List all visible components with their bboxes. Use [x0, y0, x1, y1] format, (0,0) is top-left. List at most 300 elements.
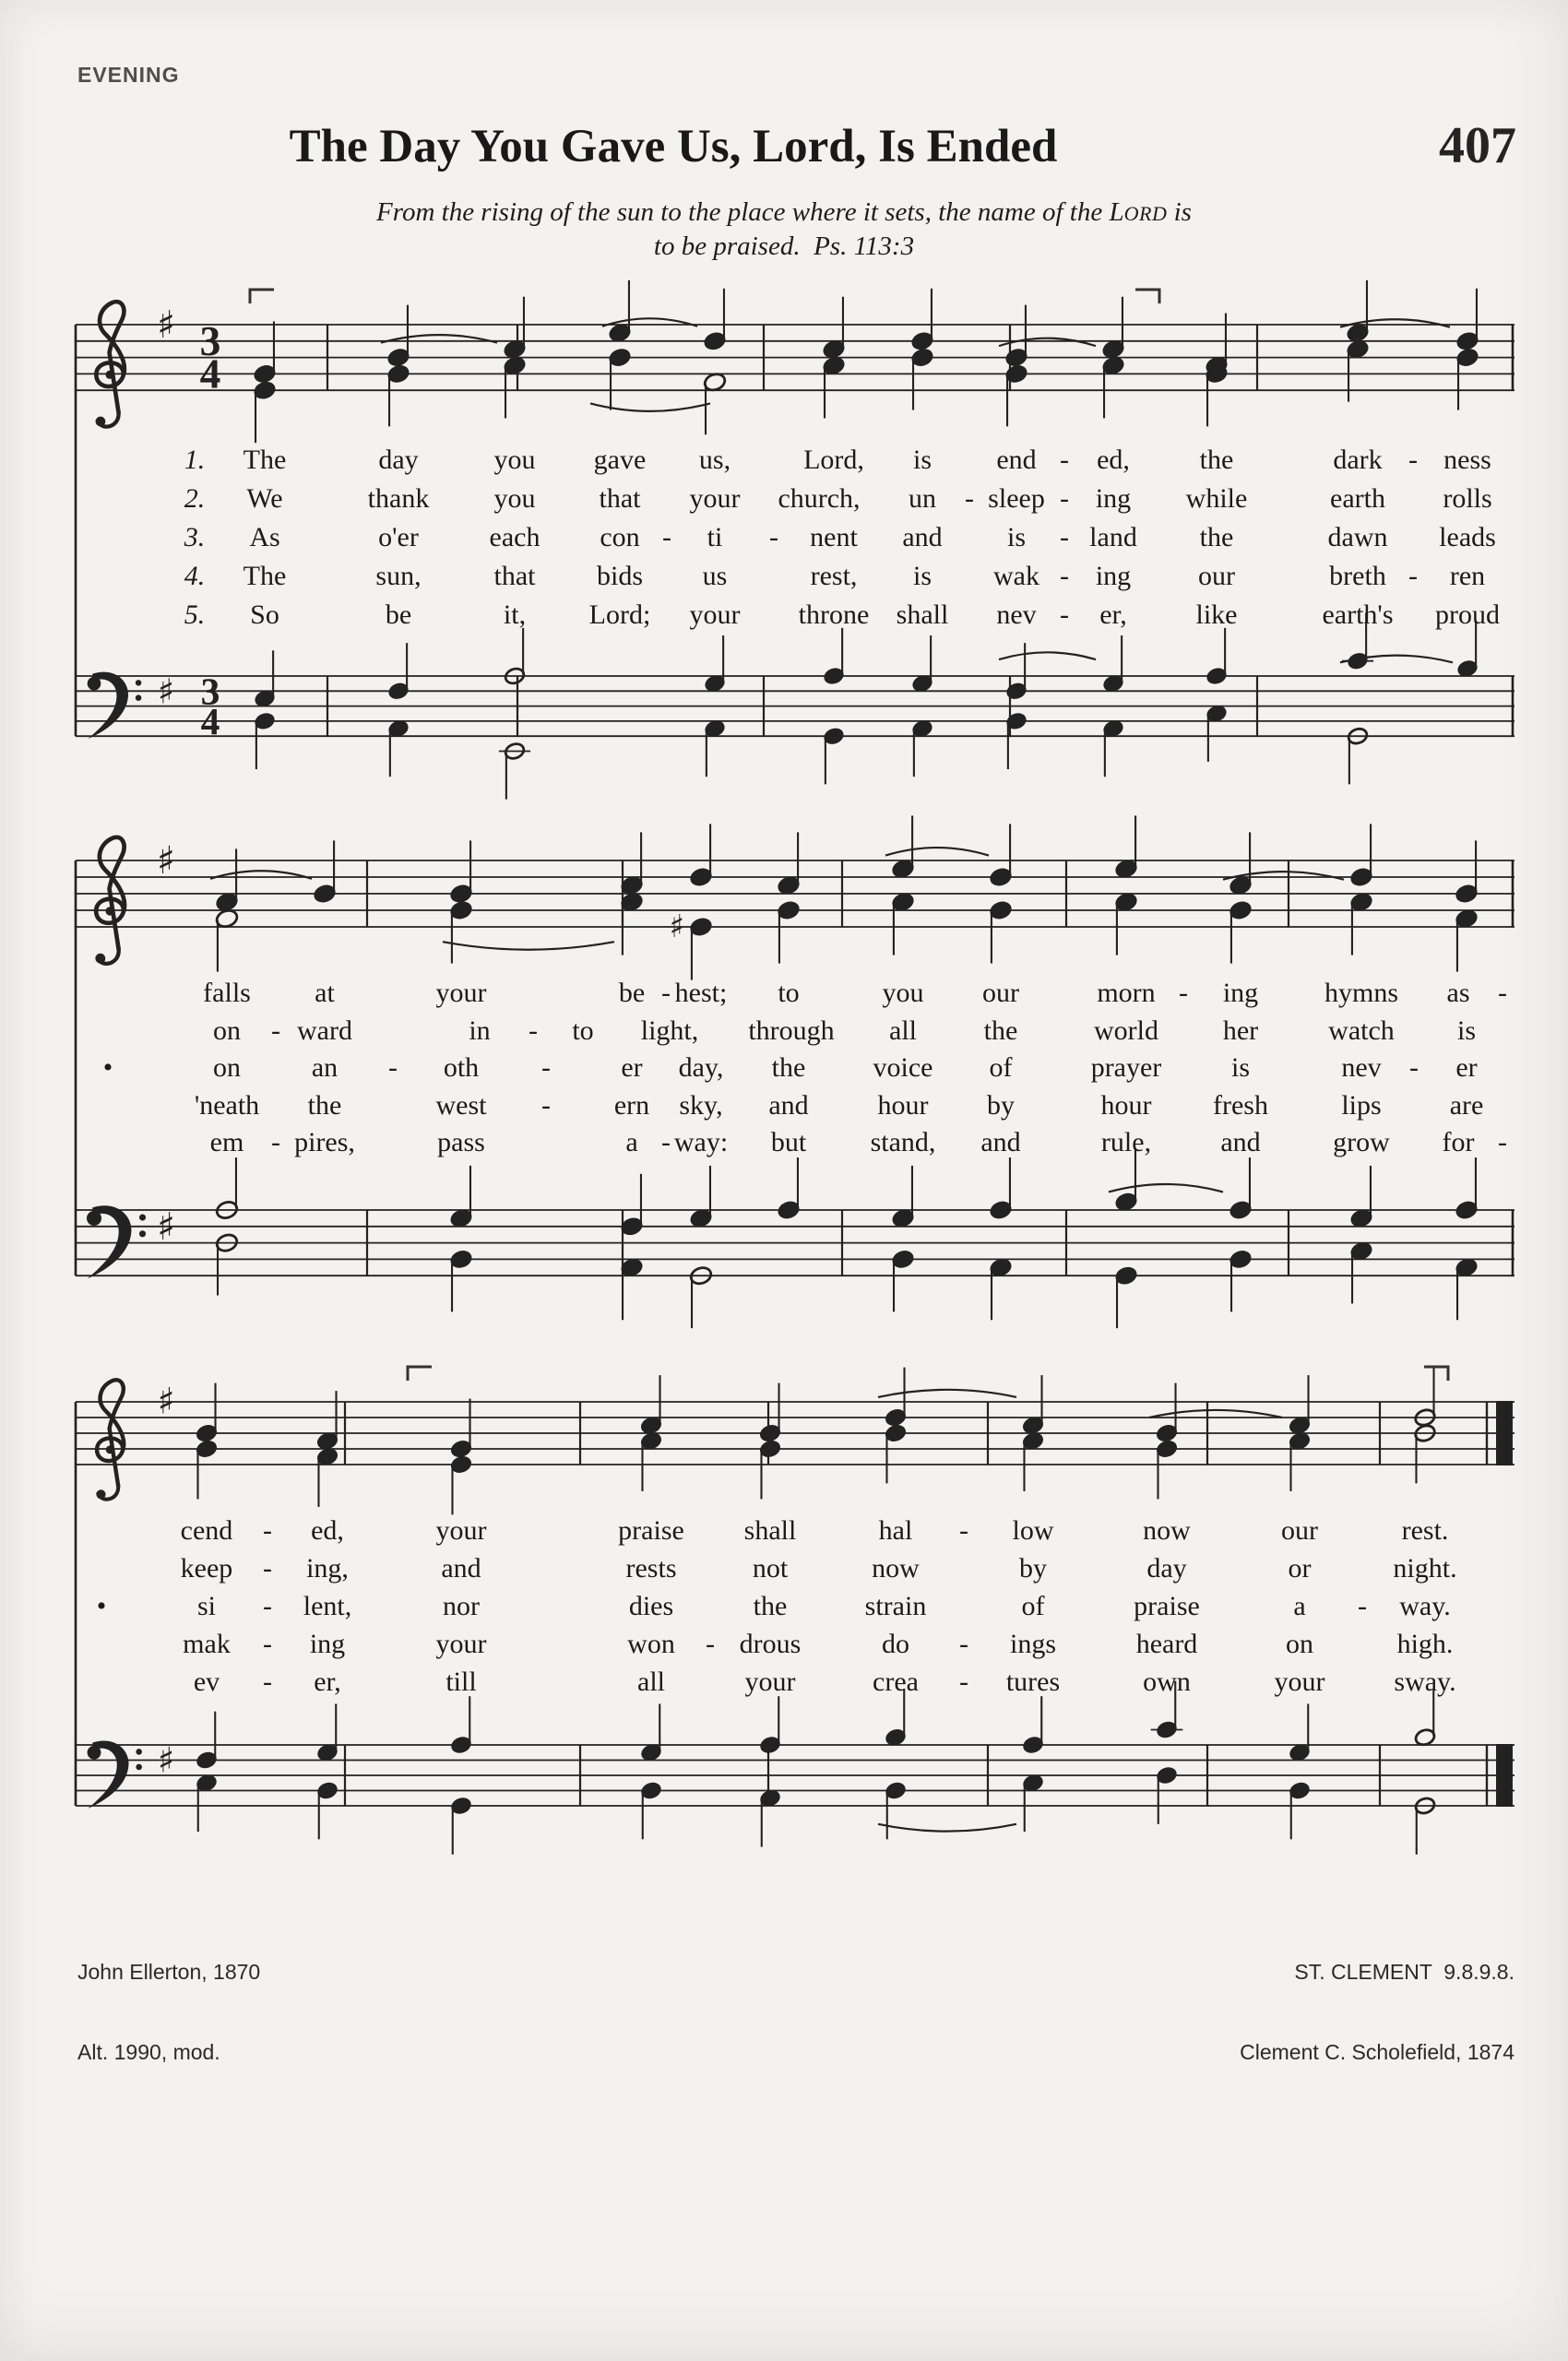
- note-quarter: [449, 840, 474, 904]
- time-signature-numerator: 3: [200, 670, 220, 713]
- lyric-syllable: is: [912, 561, 932, 591]
- lyric-syllable: ward: [297, 1014, 352, 1046]
- lyric-syllable: breth: [1329, 561, 1386, 591]
- note-half: [1413, 1368, 1436, 1428]
- note-quarter: [1114, 1149, 1138, 1212]
- lyric-syllable: but: [770, 1127, 807, 1157]
- note-half: [1414, 1796, 1436, 1854]
- note-quarter: [1205, 363, 1229, 426]
- note-quarter: [1229, 1249, 1253, 1311]
- lyric-syllable: cend: [180, 1515, 233, 1546]
- lyric-syllable: rolls: [1443, 483, 1492, 514]
- note-quarter: [1229, 899, 1253, 963]
- lyric-syllable: si: [196, 1591, 217, 1621]
- lyric-syllable: ness: [1443, 445, 1491, 475]
- lyric-syllable: er: [1455, 1052, 1478, 1083]
- syllable-hyphen: -: [959, 1515, 968, 1546]
- lyric-syllable: sky,: [679, 1089, 723, 1121]
- syllable-hyphen: -: [965, 483, 974, 514]
- lyric-syllable: rest.: [1401, 1515, 1449, 1546]
- lyric-syllable: your: [1274, 1667, 1325, 1697]
- note-quarter: [703, 289, 727, 351]
- syllable-hyphen: -: [1060, 522, 1069, 552]
- note-quarter: [823, 628, 845, 686]
- lyric-syllable: nev: [1341, 1052, 1382, 1083]
- lyric-syllable: high.: [1396, 1629, 1454, 1659]
- lyric-syllable: the: [753, 1591, 788, 1621]
- hymn-title: The Day You Gave Us, Lord, Is Ended: [289, 121, 1058, 172]
- note-half: [703, 372, 727, 434]
- note-quarter: [1289, 1703, 1311, 1762]
- lyric-syllable: you: [493, 445, 536, 475]
- lyric-syllable: ing: [1222, 978, 1259, 1008]
- note-quarter: [387, 643, 410, 701]
- lyric-syllable: ed,: [1097, 445, 1130, 475]
- lyric-syllable: The: [243, 561, 287, 591]
- lyric-syllable: mak: [183, 1629, 231, 1659]
- note-quarter: [195, 1439, 218, 1499]
- lyric-syllable: prayer: [1090, 1052, 1162, 1083]
- note-quarter: [449, 1454, 472, 1514]
- time-signature-denominator: 4: [199, 350, 221, 397]
- lyric-syllable: the: [771, 1052, 806, 1083]
- lyric-syllable: her: [1222, 1014, 1259, 1046]
- lyric-syllable: er,: [1099, 599, 1127, 630]
- key-signature-sharp-icon: ♯: [157, 1739, 175, 1781]
- lyric-syllable: end: [996, 445, 1037, 475]
- syllable-hyphen: -: [1060, 561, 1069, 591]
- syllable-hyphen: -: [271, 1014, 280, 1046]
- note-quarter: [315, 1447, 339, 1507]
- system-2-treble-staff: [76, 815, 1515, 979]
- system-3-bass-staff: [76, 1681, 1515, 1855]
- syllable-hyphen: -: [1179, 978, 1188, 1008]
- note-quarter: [1151, 1681, 1183, 1739]
- note-quarter: [758, 1439, 781, 1499]
- note-quarter: [758, 1383, 781, 1443]
- lyric-syllable: pass: [437, 1127, 485, 1157]
- lyric-syllable: gave: [593, 445, 647, 475]
- lyric-syllable: low: [1012, 1515, 1054, 1546]
- lyric-syllable: The: [243, 445, 287, 475]
- note-quarter: [1455, 908, 1479, 971]
- lyric-syllable: stand,: [870, 1127, 936, 1157]
- lyric-syllable: of: [1021, 1591, 1045, 1621]
- lyric-syllable: own: [1143, 1667, 1191, 1697]
- syllable-hyphen: -: [1408, 561, 1418, 591]
- note-quarter: [254, 650, 276, 708]
- note-quarter: [704, 719, 726, 777]
- note-quarter: [1114, 891, 1139, 955]
- lyric-syllable: lent,: [303, 1591, 352, 1621]
- lyric-syllable: Lord;: [588, 599, 651, 630]
- lyric-syllable: day: [1146, 1553, 1187, 1584]
- lyric-syllable: ing,: [306, 1553, 349, 1584]
- lyric-syllable: ren: [1449, 561, 1486, 591]
- lyric-syllable: an: [311, 1052, 339, 1083]
- lyric-syllable: world: [1094, 1014, 1158, 1046]
- note-quarter: [1114, 815, 1139, 879]
- lyric-syllable: be: [618, 978, 646, 1008]
- final-barline-thick: [1496, 1744, 1513, 1807]
- lyric-syllable: and: [902, 522, 943, 552]
- syllable-hyphen: -: [1060, 599, 1069, 630]
- lyric-syllable: each: [489, 522, 540, 552]
- note-quarter: [1455, 289, 1479, 351]
- syllable-hyphen: -: [1408, 445, 1418, 475]
- note-quarter: [387, 719, 410, 777]
- syllable-hyphen: -: [959, 1667, 968, 1697]
- note-quarter: [1349, 1240, 1373, 1303]
- note-quarter: [989, 1157, 1013, 1220]
- lyric-syllable: keep: [180, 1553, 233, 1584]
- lyric-syllable: earth's: [1322, 599, 1394, 630]
- lyric-syllable: night.: [1393, 1553, 1457, 1584]
- note-quarter: [777, 899, 802, 963]
- note-half: [215, 1157, 239, 1220]
- syllable-hyphen: -: [263, 1553, 272, 1584]
- note-quarter: [640, 1781, 662, 1839]
- note-quarter: [313, 840, 338, 904]
- key-signature-sharp-icon: ♯: [157, 670, 175, 712]
- alteration-line: Alt. 1990, mod.: [77, 2040, 220, 2064]
- lyric-syllable: our: [982, 978, 1019, 1008]
- lyric-syllable: church,: [778, 483, 861, 514]
- lyric-syllable: it,: [503, 599, 527, 630]
- lyric-syllable: hal: [878, 1515, 913, 1546]
- scripture-subtitle-line1: From the rising of the sun to the place where it sets, the name of the LORD is: [376, 197, 1192, 227]
- note-quarter: [1455, 840, 1479, 904]
- verse-number: 1.: [184, 445, 206, 475]
- note-quarter: [891, 891, 916, 955]
- tie-slur: [878, 1390, 1016, 1397]
- time-signature-numerator: 3: [199, 317, 221, 364]
- note-quarter: [759, 1696, 781, 1754]
- lyric-syllable: grow: [1333, 1127, 1390, 1157]
- lyric-syllable: falls: [203, 978, 251, 1008]
- lord-smallcaps: L: [1109, 197, 1124, 227]
- note-quarter: [689, 1166, 713, 1228]
- note-quarter: [1156, 1765, 1178, 1823]
- lyric-syllable: our: [1281, 1515, 1318, 1546]
- note-quarter: [620, 1257, 644, 1320]
- verse-number: 2.: [184, 483, 206, 514]
- lyric-syllable: lips: [1341, 1089, 1382, 1121]
- lyric-syllable: your: [689, 483, 741, 514]
- note-quarter: [822, 355, 846, 418]
- note-quarter: [449, 1249, 473, 1311]
- lyric-syllable: nev: [996, 599, 1037, 630]
- syllable-hyphen: -: [541, 1052, 551, 1083]
- syllable-hyphen: -: [661, 978, 671, 1008]
- lyric-syllable: crea: [873, 1667, 919, 1697]
- lyric-syllable: thank: [367, 483, 430, 514]
- syllable-hyphen: -: [263, 1591, 272, 1621]
- lyric-syllable: hymns: [1324, 978, 1399, 1008]
- note-quarter: [1349, 891, 1374, 955]
- lyric-syllable: tures: [1005, 1667, 1061, 1697]
- phrase-bracket-open-icon: [408, 1367, 432, 1381]
- tune-credit: [1240, 1905, 1515, 2119]
- note-quarter: [989, 824, 1014, 887]
- note-quarter: [195, 1383, 218, 1443]
- tune-name-meter: ST. CLEMENT 9.8.9.8.: [1294, 1960, 1515, 1984]
- lyric-syllable: praise: [618, 1515, 684, 1546]
- syllable-hyphen: -: [1498, 1127, 1507, 1157]
- lyric-syllable: morn: [1097, 978, 1156, 1008]
- lyric-syllable: by: [1019, 1553, 1047, 1584]
- hymn-number: 407: [1439, 117, 1516, 174]
- lyric-syllable: shall: [743, 1515, 797, 1546]
- note-quarter: [910, 347, 934, 409]
- verse-bullet: •: [102, 1052, 113, 1083]
- syllable-hyphen: -: [388, 1052, 398, 1083]
- lyric-syllable: ed,: [311, 1515, 344, 1546]
- lyric-syllable: throne: [798, 599, 870, 630]
- lyric-syllable: is: [1456, 1014, 1477, 1046]
- lyric-syllable: us,: [698, 445, 731, 475]
- note-quarter: [449, 1399, 472, 1459]
- note-half: [1414, 1689, 1436, 1747]
- lyric-syllable: way.: [1399, 1591, 1451, 1621]
- lyric-syllable: your: [435, 1629, 487, 1659]
- note-quarter: [1004, 305, 1028, 368]
- lyric-syllable: all: [889, 1014, 917, 1046]
- lyric-syllable: and: [768, 1089, 809, 1121]
- syllable-hyphen: -: [661, 1127, 671, 1157]
- note-quarter: [885, 1689, 907, 1747]
- lyric-syllable: dawn: [1327, 522, 1388, 552]
- verse-number: 3.: [184, 522, 206, 552]
- lyric-syllable: wak: [993, 561, 1039, 591]
- lyric-syllable: are: [1449, 1089, 1484, 1121]
- lyric-syllable: con: [600, 522, 640, 552]
- note-quarter: [1004, 363, 1028, 426]
- lyric-syllable: be: [385, 599, 412, 630]
- lyric-syllable: like: [1195, 599, 1238, 630]
- note-quarter: [450, 1796, 472, 1854]
- note-quarter: [823, 727, 845, 785]
- lyric-syllable: at: [315, 978, 335, 1008]
- lyric-syllable: now: [872, 1553, 920, 1584]
- note-quarter: [253, 321, 277, 384]
- lyric-syllable: not: [752, 1553, 789, 1584]
- lyric-syllable: voice: [873, 1052, 933, 1083]
- lyric-syllable: Lord,: [803, 445, 864, 475]
- note-quarter: [254, 711, 276, 769]
- syllable-hyphen: -: [662, 522, 671, 552]
- lyric-syllable: fresh: [1213, 1089, 1268, 1121]
- lyric-syllable: nor: [443, 1591, 480, 1621]
- note-quarter: [884, 1368, 907, 1428]
- lyric-syllable: a: [1293, 1591, 1306, 1621]
- lyric-syllable: on: [213, 1052, 241, 1083]
- lyric-syllable: won: [627, 1629, 675, 1659]
- note-quarter: [1455, 1157, 1479, 1220]
- syllable-hyphen: -: [1060, 483, 1069, 514]
- note-quarter: [1455, 347, 1479, 409]
- lyric-syllable: 'neath: [194, 1089, 260, 1121]
- note-half: [499, 742, 530, 800]
- accidental-sharp-icon: ♯: [669, 908, 685, 945]
- note-quarter: [1346, 338, 1370, 401]
- lyric-syllable: you: [882, 978, 924, 1008]
- note-quarter: [1288, 1431, 1311, 1491]
- lyric-syllable: un: [909, 483, 936, 514]
- lyric-syllable: a: [625, 1127, 638, 1157]
- lyric-syllable: hour: [1100, 1089, 1152, 1121]
- final-barline-thick: [1496, 1401, 1513, 1465]
- lyric-syllable: proud: [1435, 599, 1500, 630]
- lyric-syllable: the: [307, 1089, 342, 1121]
- category-label: EVENING: [77, 63, 180, 87]
- tie-slur: [1109, 1184, 1223, 1192]
- lyric-syllable: is: [1006, 522, 1027, 552]
- lyric-syllable: o'er: [378, 522, 419, 552]
- syllable-hyphen: -: [541, 1089, 551, 1121]
- lyric-syllable: shall: [896, 599, 949, 630]
- lyric-syllable: oth: [443, 1052, 480, 1083]
- note-quarter: [777, 832, 802, 896]
- note-quarter: [386, 305, 410, 368]
- lyric-syllable: is: [1230, 1052, 1251, 1083]
- lyric-syllable: heard: [1135, 1629, 1198, 1659]
- note-quarter: [989, 1257, 1013, 1320]
- lyric-syllable: ev: [193, 1667, 220, 1697]
- lyric-syllable: us: [702, 561, 728, 591]
- lyric-syllable: by: [987, 1089, 1015, 1121]
- lyric-syllable: light,: [640, 1014, 699, 1046]
- lyric-syllable: day,: [678, 1052, 724, 1083]
- note-quarter: [316, 1781, 339, 1839]
- lyric-syllable: our: [1198, 561, 1235, 591]
- note-quarter: [704, 635, 726, 694]
- lyric-syllable: while: [1185, 483, 1248, 514]
- system-1-bass-staff: [76, 613, 1515, 800]
- note-quarter: [1229, 832, 1253, 896]
- note-quarter: [503, 297, 527, 360]
- note-quarter: [1005, 643, 1028, 701]
- note-quarter: [1456, 621, 1479, 679]
- lyric-syllable: or: [1288, 1553, 1312, 1584]
- author-credit: [77, 1905, 260, 2119]
- note-quarter: [620, 1174, 644, 1237]
- lyric-syllable: your: [744, 1667, 796, 1697]
- lyric-syllable: your: [435, 1515, 487, 1546]
- note-quarter: [1022, 1774, 1044, 1832]
- note-quarter: [1101, 355, 1125, 418]
- note-quarter: [1155, 1439, 1178, 1499]
- note-quarter: [1229, 1157, 1253, 1220]
- note-quarter: [689, 824, 714, 887]
- lyric-syllable: to: [778, 978, 800, 1008]
- verse-number: 4.: [184, 561, 206, 591]
- verse-bullet: •: [96, 1591, 107, 1621]
- tie-slur: [590, 403, 710, 410]
- lyric-syllable: hest;: [674, 978, 728, 1008]
- note-quarter: [315, 1391, 339, 1451]
- lyric-syllable: rests: [625, 1553, 677, 1584]
- lyric-syllable: that: [599, 483, 641, 514]
- lyric-syllable: pires,: [294, 1127, 355, 1157]
- lyric-syllable: you: [493, 483, 536, 514]
- lyric-syllable: as: [1446, 978, 1470, 1008]
- note-quarter: [885, 1781, 907, 1839]
- note-quarter: [911, 635, 933, 694]
- lyric-syllable: till: [445, 1667, 477, 1697]
- lyric-syllable: the: [983, 1014, 1018, 1046]
- syllable-hyphen: -: [529, 1014, 538, 1046]
- note-quarter: [822, 297, 846, 360]
- phrase-bracket-close-icon: [1135, 290, 1159, 303]
- note-quarter: [1346, 280, 1370, 343]
- note-half: [215, 1232, 239, 1295]
- lyric-syllable: dies: [628, 1591, 674, 1621]
- lyric-syllable: So: [250, 599, 279, 630]
- lyric-syllable: ern: [613, 1089, 650, 1121]
- lyric-syllable: rest,: [810, 561, 858, 591]
- lyric-syllable: the: [1199, 522, 1234, 552]
- system-3-treble-staff: [76, 1368, 1515, 1515]
- lyric-syllable: bids: [596, 561, 644, 591]
- key-signature-sharp-icon: ♯: [156, 838, 176, 883]
- note-quarter: [1021, 1431, 1044, 1491]
- note-quarter: [911, 719, 933, 777]
- note-quarter: [640, 1703, 662, 1762]
- key-signature-sharp-icon: ♯: [157, 303, 175, 347]
- system-1-treble-staff: [76, 280, 1515, 443]
- lyric-syllable: ings: [1009, 1629, 1057, 1659]
- lyric-syllable: dark: [1333, 445, 1383, 475]
- note-quarter: [386, 363, 410, 426]
- syllable-hyphen: -: [959, 1629, 968, 1659]
- lyric-syllable: strain: [864, 1591, 927, 1621]
- lyric-syllable: land: [1089, 522, 1137, 552]
- syllable-hyphen: -: [263, 1515, 272, 1546]
- note-half: [1413, 1423, 1436, 1483]
- lyric-syllable: that: [493, 561, 536, 591]
- lyric-syllable: nent: [810, 522, 858, 552]
- system-2-bass-staff: [76, 1149, 1515, 1328]
- note-quarter: [1102, 635, 1124, 694]
- note-quarter: [1005, 711, 1028, 769]
- note-quarter: [316, 1703, 339, 1762]
- note-half: [689, 1265, 713, 1328]
- scripture-subtitle-line2: to be praised. Ps. 113:3: [653, 231, 915, 261]
- phrase-bracket-close-icon: [1424, 1367, 1448, 1381]
- lyric-syllable: er,: [314, 1667, 341, 1697]
- lyric-syllable: of: [989, 1052, 1013, 1083]
- lyric-syllable: praise: [1134, 1591, 1200, 1621]
- note-quarter: [1455, 1257, 1479, 1320]
- syllable-hyphen: -: [263, 1629, 272, 1659]
- tie-slur: [999, 338, 1096, 346]
- syllable-hyphen: -: [1060, 445, 1069, 475]
- tie-slur: [999, 652, 1096, 659]
- lyric-syllable: ing: [309, 1629, 346, 1659]
- syllable-hyphen: -: [769, 522, 778, 552]
- note-quarter: [1288, 1375, 1311, 1435]
- note-quarter: [639, 1375, 662, 1435]
- syllable-hyphen: -: [1409, 1052, 1419, 1083]
- note-quarter: [891, 1249, 915, 1311]
- lyric-syllable: your: [435, 978, 487, 1008]
- lyric-syllable: sun,: [375, 561, 422, 591]
- note-quarter: [1022, 1696, 1044, 1754]
- lyric-syllable: and: [1220, 1127, 1261, 1157]
- lyric-syllable: ti: [707, 522, 723, 552]
- syllable-hyphen: -: [1358, 1591, 1367, 1621]
